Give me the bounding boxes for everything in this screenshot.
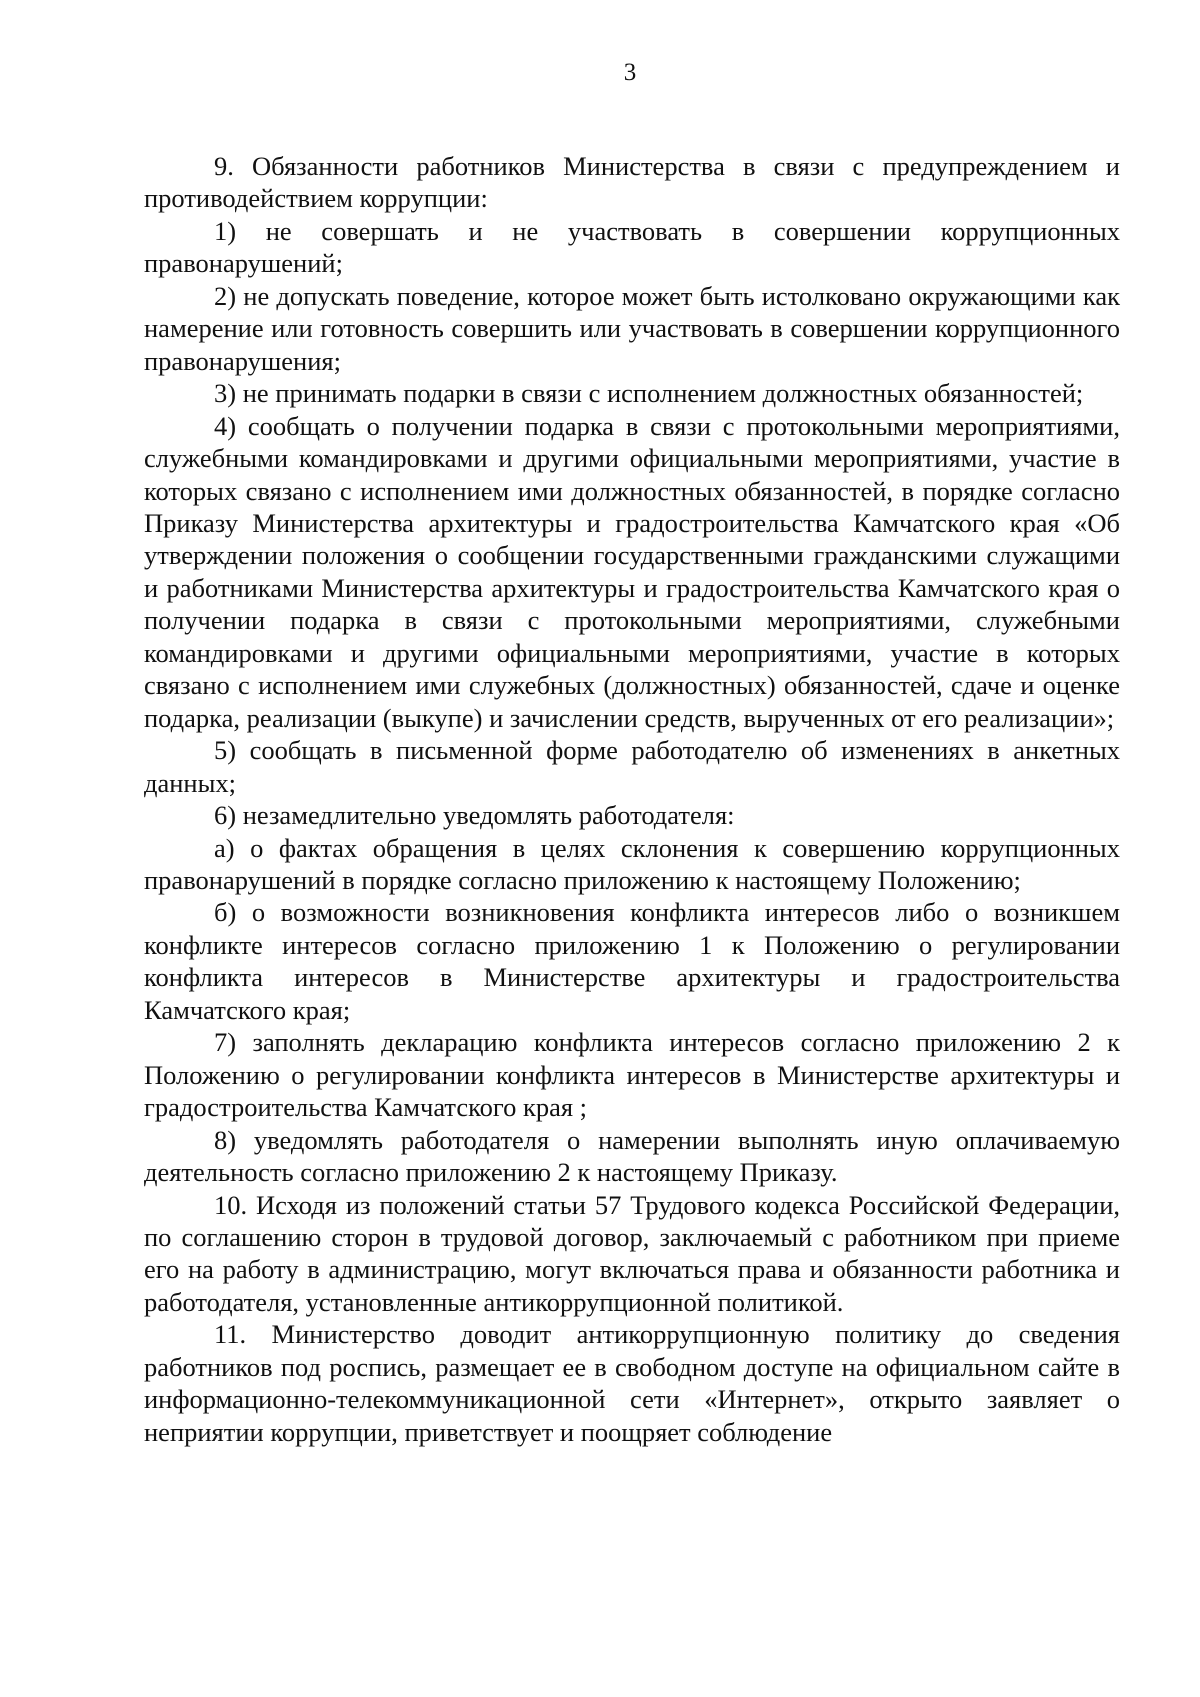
list-item-3: 3) не принимать подарки в связи с исполнением должностных обязанностей; xyxy=(214,378,1084,409)
list-item-8: 8) уведомлять работодателя о намерении выполнять иную оплачиваемую деятельность согласно приложению 2 к настоящему Приказу. xyxy=(144,1124,1120,1188)
sub-item-a: а) о фактах обращения в целях склонения к совершению коррупционных правонарушений в порядке согласно приложению к настоящему Положению; xyxy=(144,832,1120,895)
document-body xyxy=(144,150,1120,1448)
sub-item-b: б) о возможности возникновения конфликта интересов либо о возникшем конфликте интересов согласно приложению 1 к Положению о регулировании конфликта интересов в Министерстве архитектуры и градостроительства Камчатского края; xyxy=(144,897,1120,1025)
list-item-7: 7) заполнять декларацию конфликта интересов согласно приложению 2 к Положению о регулировании конфликта интересов в Министерстве архитектуры и градостроительства Камчатского края ; xyxy=(144,1027,1120,1123)
list-item-6: 6) незамедлительно уведомлять работодателя: xyxy=(214,800,735,831)
list-item-2: 2) не допускать поведение, которое может быть истолковано окружающими как намерение или готовность совершить или участвовать в совершении коррупционного правонарушения; xyxy=(144,280,1120,376)
list-item-5: 5) сообщать в письменной форме работодателю об изменениях в анкетных данных; xyxy=(144,735,1120,798)
list-item-1: 1) не совершать и не участвовать в совершении коррупционных правонарушений; xyxy=(144,215,1120,279)
paragraph-10: 10. Исходя из положений статьи 57 Трудового кодекса Российской Федерации, по соглашению сторон в трудовой договор, заключаемый с работником при приеме его на работу в администрацию, могут включаться права и обязанности работника и работодателя, установленные антикоррупционной политикой. xyxy=(144,1189,1120,1317)
page-number: 3 xyxy=(623,59,637,86)
paragraph-9: 9. Обязанности работников Министерства в связи с предупреждением и противодействием коррупции: xyxy=(144,151,1120,214)
list-item-4: 4) сообщать о получении подарка в связи с протокольными мероприятиями, служебными командировками и другими официальными мероприятиями, участие в которых связано с исполнением ими должностных обязанностей, в порядке согласно Приказу Министерства архитектуры и градостроительства Камчатского края «Об утверждении положения о сообщении государственными гражданскими служащими и работниками Министерства архитектуры и градостроительства Камчатского края о получении подарка в связи с протокольными мероприятиями, служебными командировками и другими официальными мероприятиями, участие в которых связано с исполнением ими служебных (должностных) обязанностей, сдаче и оценке подарка, реализации (выкупе) и зачислении средств, вырученных от его реализации»; xyxy=(144,410,1120,733)
paragraph-11: 11. Министерство доводит антикоррупционную политику до сведения работников под роспись, размещает ее в свободном доступе на официальном сайте в информационно-телекоммуникационной сети «Интернет», открыто заявляет о неприятии коррупции, приветствует и поощряет соблюдение xyxy=(144,1319,1120,1447)
